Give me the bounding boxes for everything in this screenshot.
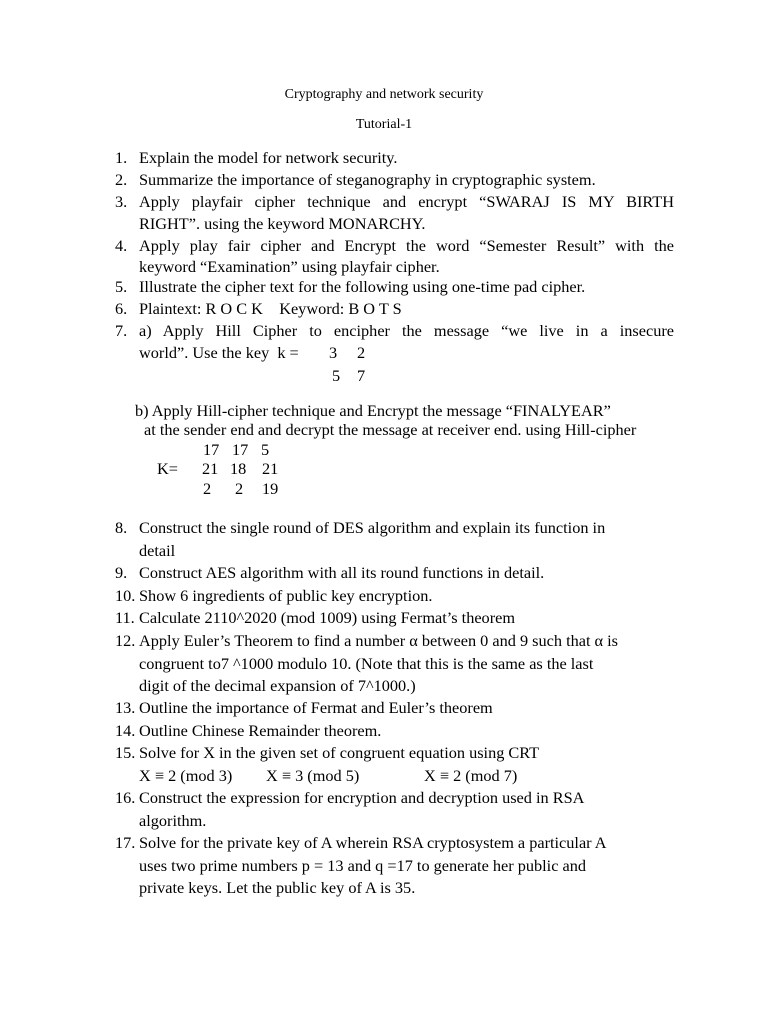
question-text: Apply play fair cipher and Encrypt the word “Semester Result” with the [139,236,674,255]
question-number: 17. [115,833,136,852]
congruence-equation: X ≡ 3 (mod 5) [266,766,360,785]
key-matrix-cell: 2 [357,343,366,362]
question-number: 6. [115,299,128,318]
key-matrix-label: K= [157,459,178,478]
question-text: b) Apply Hill-cipher technique and Encrypt the message “FINALYEAR” [135,401,611,420]
question-text: Construct AES algorithm with all its round functions in detail. [139,563,545,582]
question-number: 4. [115,236,128,255]
document-title: Cryptography and network security [284,87,484,102]
question-text: Apply Euler’s Theorem to find a number α between 0 and 9 such that α is [139,631,619,650]
question-number: 1. [115,148,128,167]
key-matrix-cell: 17 [232,440,249,459]
question-text: Summarize the importance of steganography in cryptographic system. [139,170,596,189]
key-matrix-cell: 19 [262,479,279,498]
question-text: Explain the model for network security. [139,148,398,167]
question-text: a) Apply Hill Cipher to encipher the message “we live in a insecure [139,321,674,340]
key-matrix-cell: 3 [329,343,338,362]
document-subtitle: Tutorial-1 [355,117,413,132]
question-number: 8. [115,518,128,537]
key-matrix-cell: 2 [235,479,244,498]
key-matrix-cell: 5 [332,366,341,385]
key-matrix-cell: 2 [203,479,212,498]
question-number: 16. [115,788,136,807]
question-number: 7. [115,321,128,340]
question-number: 10. [115,586,136,605]
question-text: Solve for X in the given set of congruent equation using CRT [139,743,540,762]
question-text: Construct the single round of DES algorithm and explain its function in [139,518,606,537]
question-text: congruent to7 ^1000 modulo 10. (Note that this is the same as the last [139,654,594,673]
question-number: 9. [115,563,128,582]
question-text: Outline the importance of Fermat and Euler’s theorem [139,698,493,717]
key-matrix-cell: 18 [230,459,247,478]
question-text: Illustrate the cipher text for the following using one-time pad cipher. [139,277,586,296]
question-text: at the sender end and decrypt the message at receiver end. using Hill-cipher [144,420,637,439]
question-text: Show 6 ingredients of public key encryption. [139,586,433,605]
question-number: 15. [115,743,136,762]
question-text: world”. Use the key k = [139,343,299,362]
question-text: Construct the expression for encryption and decryption used in RSA [139,788,585,807]
question-text: Apply playfair cipher technique and encrypt “SWARAJ IS MY BIRTH [139,192,674,211]
congruence-equation: X ≡ 2 (mod 7) [424,766,518,785]
question-text: uses two prime numbers p = 13 and q =17 to generate her public and [139,856,586,875]
key-matrix-cell: 7 [357,366,366,385]
question-number: 5. [115,277,128,296]
question-number: 11. [115,608,135,627]
question-text: keyword “Examination” using playfair cipher. [139,257,440,276]
question-text: Outline Chinese Remainder theorem. [139,721,382,740]
question-text: Solve for the private key of A wherein RSA cryptosystem a particular A [139,833,607,852]
question-text: detail [139,541,176,560]
key-matrix-cell: 21 [262,459,279,478]
question-number: 12. [115,631,136,650]
question-text: RIGHT”. using the keyword MONARCHY. [139,214,426,233]
key-matrix-cell: 17 [203,440,220,459]
key-matrix-cell: 5 [261,440,270,459]
question-number: 2. [115,170,128,189]
question-text: Calculate 2110^2020 (mod 1009) using Fermat’s theorem [139,608,516,627]
question-text: algorithm. [139,811,207,830]
question-number: 14. [115,721,136,740]
question-number: 13. [115,698,136,717]
question-text: digit of the decimal expansion of 7^1000.) [139,676,416,695]
question-text: private keys. Let the public key of A is 35. [139,878,416,897]
congruence-equation: X ≡ 2 (mod 3) [139,766,233,785]
key-matrix-cell: 21 [202,459,219,478]
question-text: Plaintext: R O C K Keyword: B O T S [139,299,402,318]
question-number: 3. [115,192,128,211]
